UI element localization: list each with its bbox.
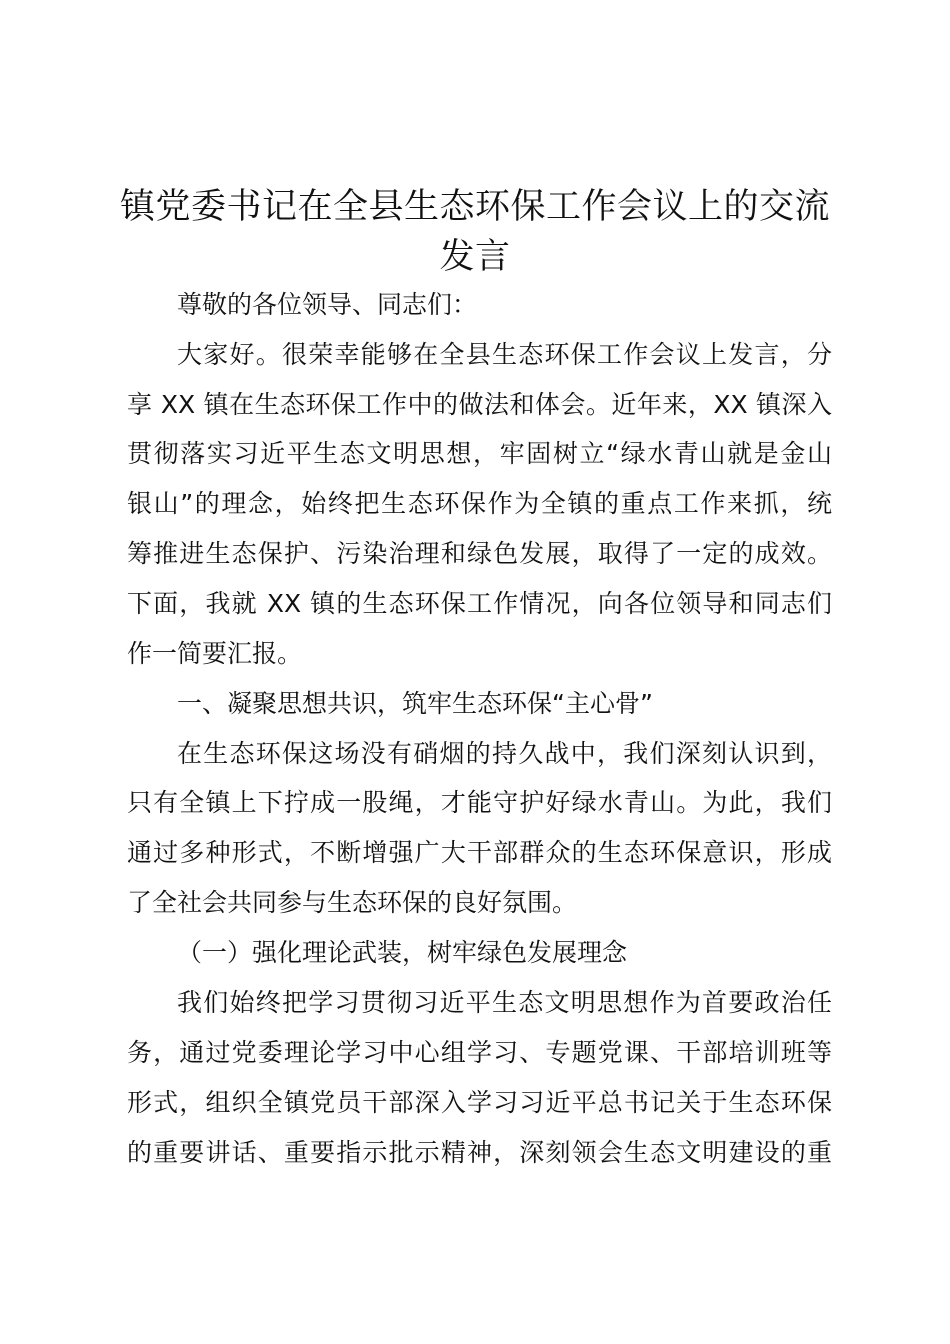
body-line: 作一简要汇报。 bbox=[127, 639, 303, 668]
body-line: 只有全镇上下拧成一股绳，才能守护好绿水青山。为此，我们 bbox=[127, 788, 832, 817]
body-line: 在生态环保这场没有硝烟的持久战中，我们深刻认识到， bbox=[177, 739, 832, 768]
body-line: 务，通过党委理论学习中心组学习、专题党课、干部培训班等 bbox=[127, 1038, 832, 1067]
body-line: 筹推进生态保护、污染治理和绿色发展，取得了一定的成效。 bbox=[127, 539, 832, 568]
body-line: 享 XX 镇在生态环保工作中的做法和体会。近年来，XX 镇深入 bbox=[127, 390, 832, 419]
body-line: 贯彻落实习近平生态文明思想，牢固树立“绿水青山就是金山 bbox=[127, 439, 832, 468]
body-line: 银山”的理念，始终把生态环保作为全镇的重点工作来抓，统 bbox=[127, 489, 832, 518]
subsection-heading: （一）强化理论武装，树牢绿色发展理念 bbox=[177, 938, 628, 967]
body-line: 下面，我就 XX 镇的生态环保工作情况，向各位领导和同志们 bbox=[127, 589, 832, 618]
body-line: 形式，组织全镇党员干部深入学习习近平总书记关于生态环保 bbox=[127, 1088, 832, 1117]
document-title-line-1: 镇党委书记在全县生态环保工作会议上的交流 bbox=[119, 187, 830, 227]
body-line: 我们始终把学习贯彻习近平生态文明思想作为首要政治任 bbox=[177, 988, 832, 1017]
body-line: 了全社会共同参与生态环保的良好氛围。 bbox=[127, 888, 578, 917]
body-line: 大家好。很荣幸能够在全县生态环保工作会议上发言，分 bbox=[177, 340, 832, 369]
section-heading: 一、凝聚思想共识，筑牢生态环保“主心骨” bbox=[177, 689, 653, 718]
salutation: 尊敬的各位领导、同志们： bbox=[177, 290, 478, 319]
body-line: 的重要讲话、重要指示批示精神，深刻领会生态文明建设的重 bbox=[127, 1138, 832, 1167]
document-title-line-2: 发言 bbox=[439, 237, 511, 277]
body-line: 通过多种形式，不断增强广大干部群众的生态环保意识，形成 bbox=[127, 838, 832, 867]
